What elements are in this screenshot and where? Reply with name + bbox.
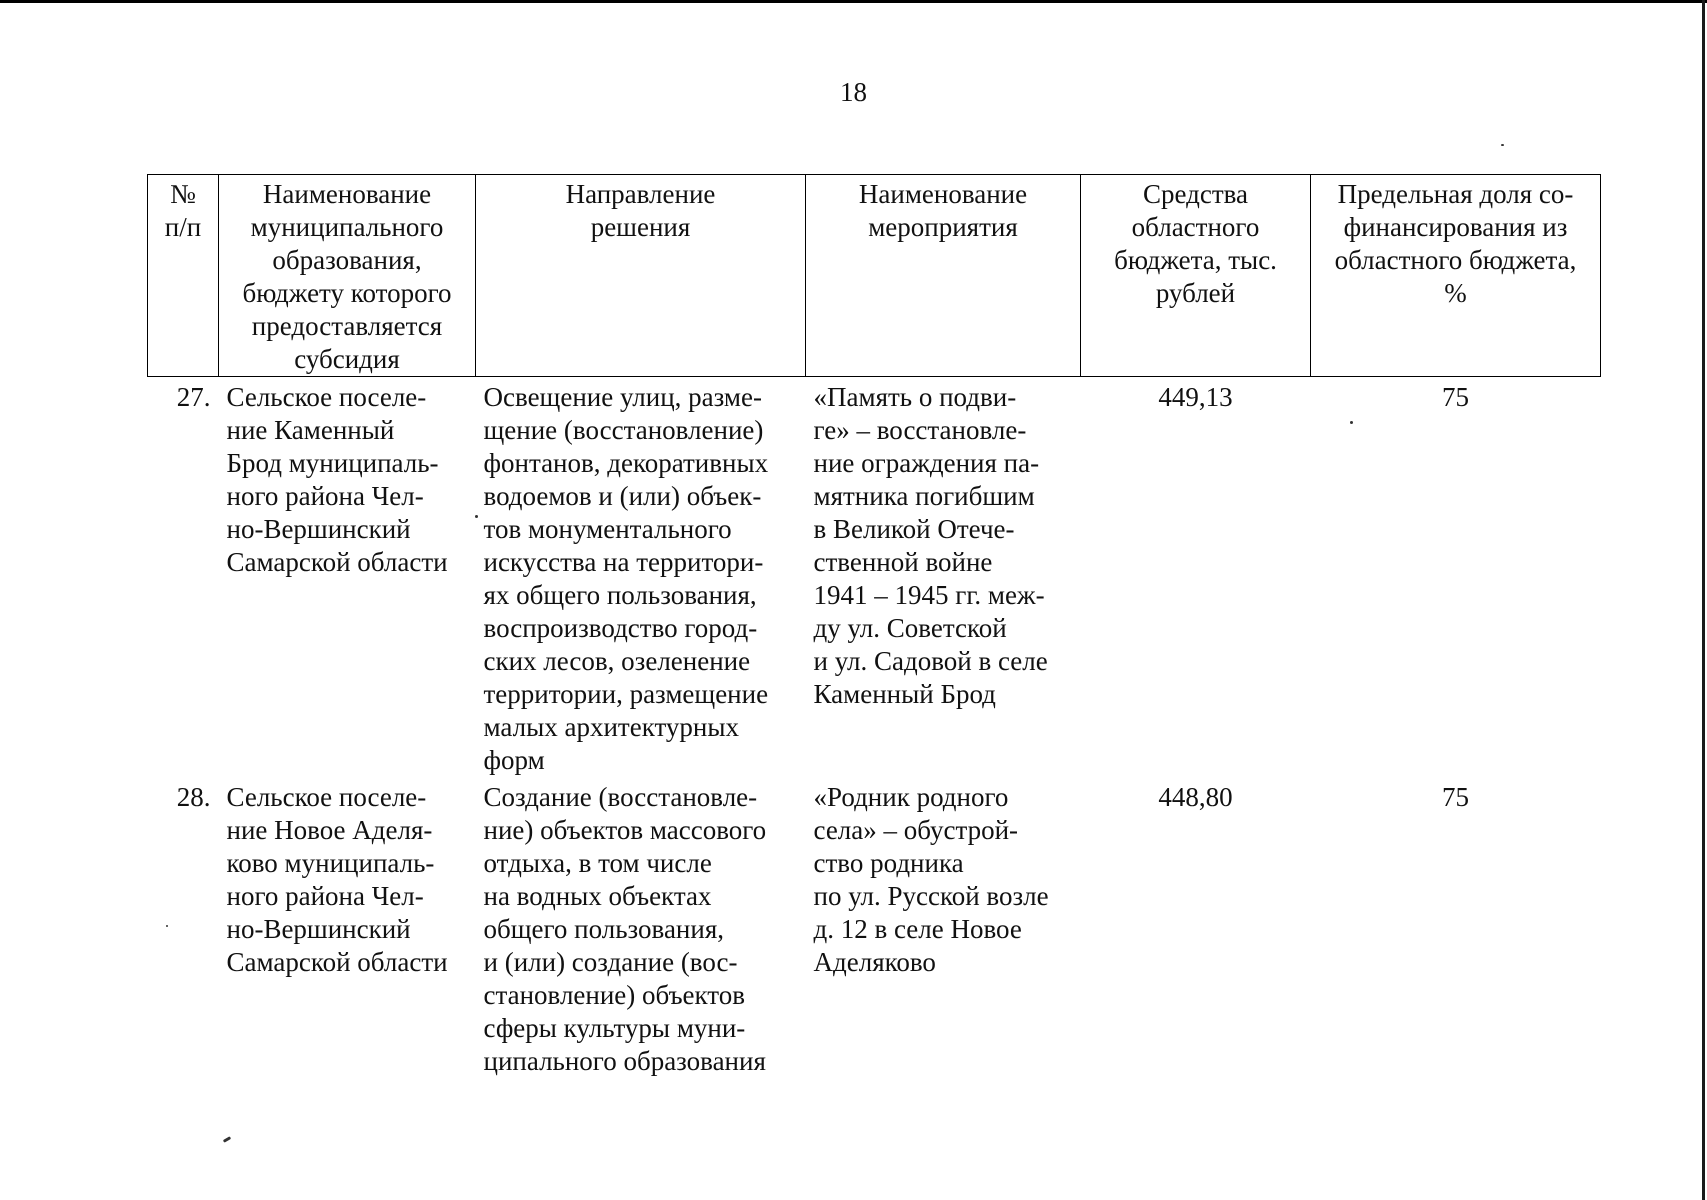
text-line: бюджета, тыс. xyxy=(1114,245,1277,275)
text-line: Сельское поселе- xyxy=(226,782,427,812)
row-number: 28. xyxy=(176,782,211,812)
text-line: в Великой Отече- xyxy=(813,514,1015,544)
table-row xyxy=(148,377,1601,778)
direction-cell xyxy=(476,777,806,1081)
cofinancing-share-cell: 75 xyxy=(1442,782,1469,812)
text-line: форм xyxy=(483,745,545,775)
scan-speck xyxy=(475,515,478,518)
text-line: Аделяково xyxy=(813,947,936,977)
text-line: сферы культуры муни- xyxy=(483,1013,746,1043)
text-line: на водных объектах xyxy=(483,881,712,911)
header-direction xyxy=(476,175,806,377)
text-line: субсидия xyxy=(294,344,400,374)
text-line: малых архитектурных xyxy=(483,712,739,742)
text-line: 1941 – 1945 гг. меж- xyxy=(813,580,1045,610)
text-line: Сельское поселе- xyxy=(226,382,427,412)
text-line: областного xyxy=(1131,212,1260,242)
text-line: мятника погибшим xyxy=(813,481,1035,511)
table-row xyxy=(148,777,1601,1081)
budget-amount-cell: 449,13 xyxy=(1158,382,1233,412)
municipality-cell xyxy=(219,777,476,1081)
text-line: Наименование xyxy=(262,179,432,209)
text-line: села» – обустрой- xyxy=(813,815,1019,845)
text-line: Освещение улиц, разме- xyxy=(483,382,762,412)
text-line: ние Каменный xyxy=(226,415,395,445)
text-line: воспроизводство город- xyxy=(483,613,758,643)
header-cofinancing-share xyxy=(1311,175,1601,377)
text-line: предоставляется xyxy=(251,311,443,341)
municipality-cell xyxy=(219,377,476,778)
event-cell xyxy=(806,777,1081,1081)
subsidy-table xyxy=(147,174,1601,1081)
text-line: водоемов и (или) объек- xyxy=(483,481,762,511)
scan-edge-right xyxy=(1702,0,1705,1200)
text-line: п/п xyxy=(164,212,202,242)
text-line: становление) объектов xyxy=(483,980,745,1010)
header-number xyxy=(148,175,219,377)
text-line: ских лесов, озеленение xyxy=(483,646,751,676)
scan-speck xyxy=(1501,144,1504,146)
text-line: искусства на территори- xyxy=(483,547,764,577)
text-line: ге» – восстановле- xyxy=(813,415,1027,445)
text-line: ние ограждения па- xyxy=(813,448,1040,478)
scan-speck xyxy=(223,1136,231,1143)
text-line: финансирования из xyxy=(1343,212,1568,242)
text-line: и ул. Садовой в селе xyxy=(813,646,1048,676)
text-line: % xyxy=(1444,278,1467,308)
text-line: по ул. Русской возле xyxy=(813,881,1049,911)
text-line: ного района Чел- xyxy=(226,881,424,911)
text-line: ного района Чел- xyxy=(226,481,424,511)
text-line: Предельная доля со- xyxy=(1337,179,1574,209)
header-municipality xyxy=(219,175,476,377)
text-line: Самарской области xyxy=(226,947,448,977)
text-line: Средства xyxy=(1142,179,1249,209)
event-cell xyxy=(806,377,1081,778)
text-line: щение (восстановление) xyxy=(483,415,764,445)
text-line: ково муниципаль- xyxy=(226,848,435,878)
text-line: Создание (восстановле- xyxy=(483,782,758,812)
text-line: № xyxy=(170,179,196,209)
header-budget-amount xyxy=(1081,175,1311,377)
text-line: территории, размещение xyxy=(483,679,769,709)
text-line: ние) объектов массового xyxy=(483,815,767,845)
text-line: решения xyxy=(590,212,691,242)
text-line: Самарской области xyxy=(226,547,448,577)
text-line: ях общего пользования, xyxy=(483,580,757,610)
text-line: Направление xyxy=(565,179,716,209)
direction-cell xyxy=(476,377,806,778)
text-line: но-Вершинский xyxy=(226,514,411,544)
scan-speck xyxy=(166,925,168,927)
budget-amount-cell: 448,80 xyxy=(1158,782,1233,812)
scan-edge-top xyxy=(0,0,1707,3)
page-number: 18 xyxy=(840,77,867,107)
text-line: Брод муниципаль- xyxy=(226,448,439,478)
text-line: «Родник родного xyxy=(813,782,1009,812)
text-line: рублей xyxy=(1155,278,1236,308)
text-line: мероприятия xyxy=(868,212,1018,242)
text-line: отдыха, в том числе xyxy=(483,848,712,878)
text-line: ципального образования xyxy=(483,1046,766,1076)
text-line: Наименование xyxy=(858,179,1028,209)
table-header-row xyxy=(148,175,1601,377)
text-line: и (или) создание (вос- xyxy=(483,947,738,977)
text-line: областного бюджета, xyxy=(1334,245,1577,275)
row-number: 27. xyxy=(176,382,211,412)
text-line: ние Новое Аделя- xyxy=(226,815,433,845)
text-line: д. 12 в селе Новое xyxy=(813,914,1022,944)
text-line: ственной войне xyxy=(813,547,993,577)
text-line: фонтанов, декоративных xyxy=(483,448,769,478)
text-line: Каменный Брод xyxy=(813,679,996,709)
text-line: бюджету которого xyxy=(242,278,452,308)
text-line: «Память о подви- xyxy=(813,382,1017,412)
text-line: общего пользования, xyxy=(483,914,724,944)
text-line: но-Вершинский xyxy=(226,914,411,944)
text-line: ду ул. Советской xyxy=(813,613,1007,643)
header-event xyxy=(806,175,1081,377)
text-line: муниципального xyxy=(250,212,444,242)
text-line: ство родника xyxy=(813,848,964,878)
scan-speck xyxy=(1350,421,1353,424)
text-line: образования, xyxy=(272,245,422,275)
text-line: тов монументального xyxy=(483,514,732,544)
cofinancing-share-cell: 75 xyxy=(1442,382,1469,412)
